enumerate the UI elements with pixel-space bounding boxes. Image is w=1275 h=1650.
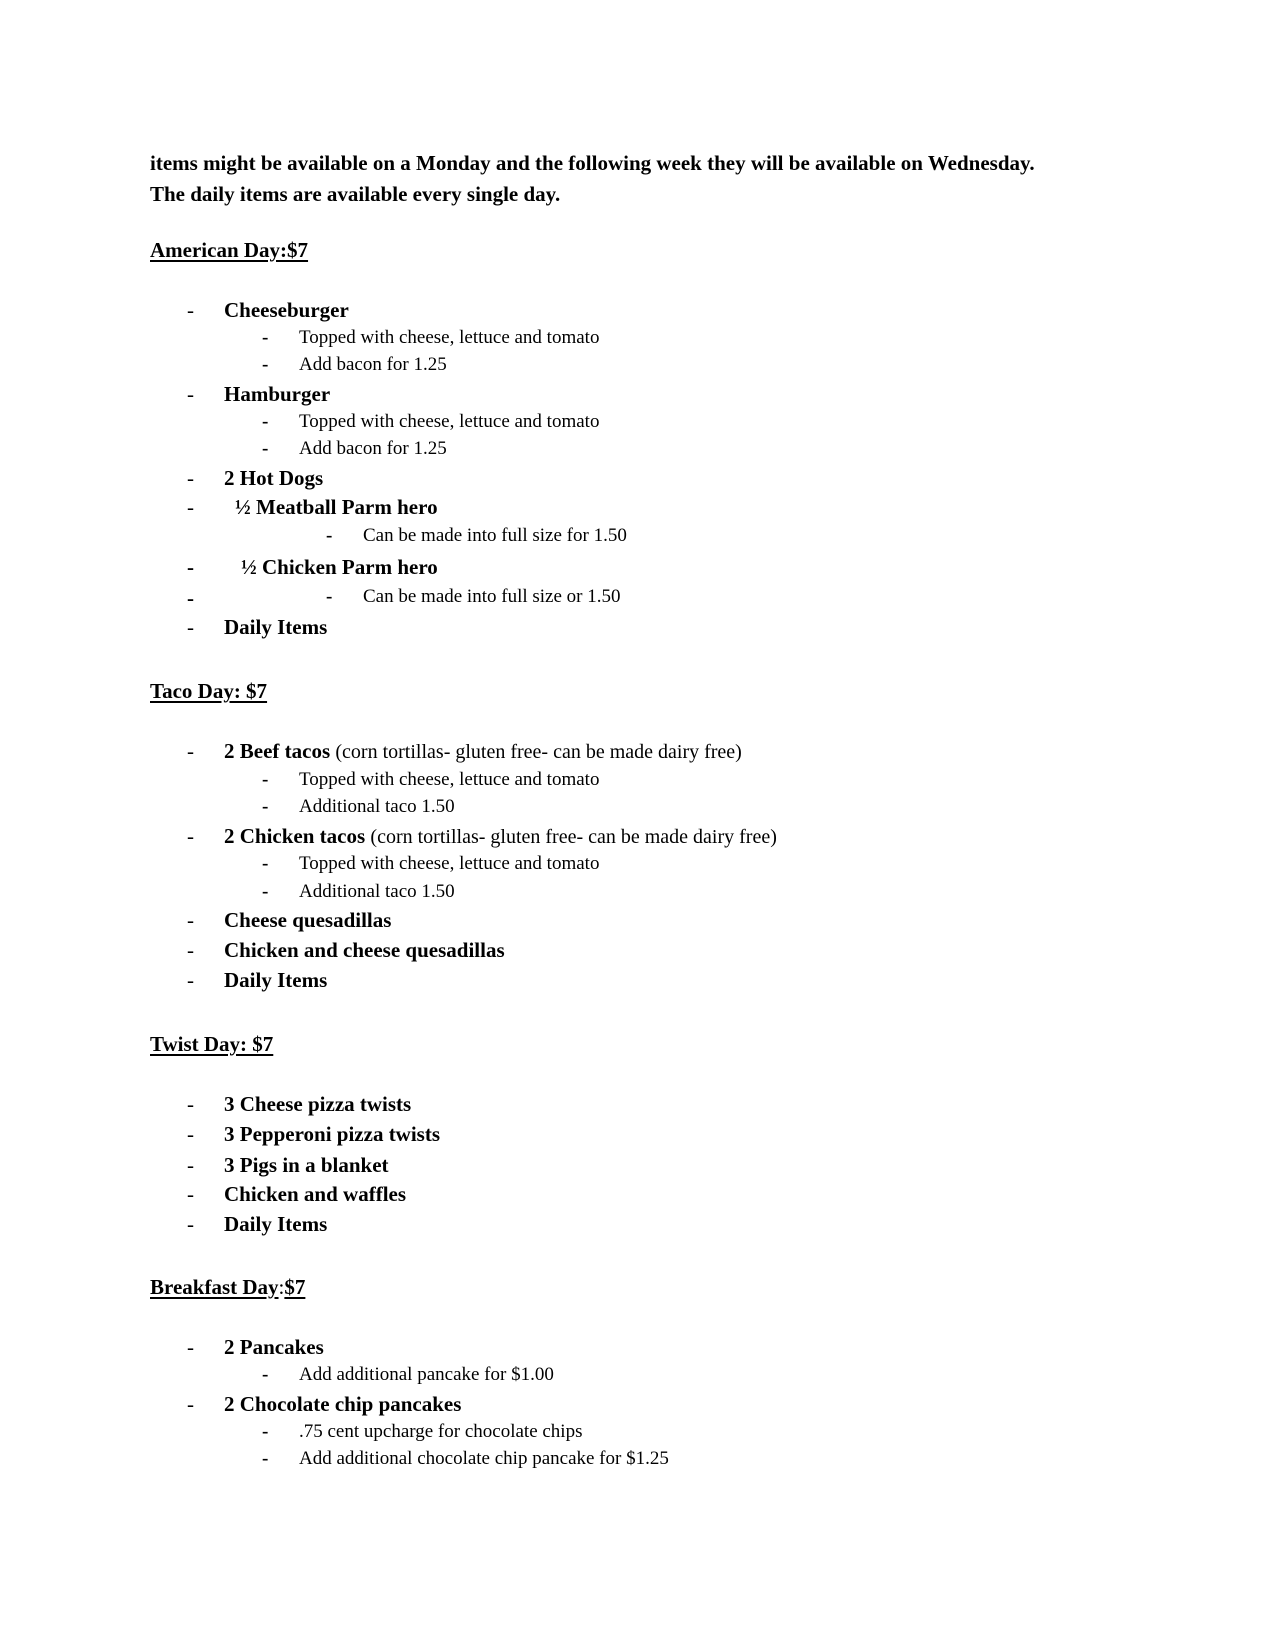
item-hot-dogs: 2 Hot Dogs	[224, 466, 324, 490]
item-chocolate-chip-pancakes: 2 Chocolate chip pancakes	[224, 1392, 462, 1416]
bullet-dash: -	[187, 1153, 194, 1177]
bullet-dash: -	[326, 525, 333, 546]
sub-item-text: Topped with cheese, lettuce and tomato	[299, 327, 600, 348]
item-cheese-quesadillas: Cheese quesadillas	[224, 908, 392, 932]
bullet-dash: -	[187, 495, 194, 519]
bullet-dash: -	[187, 298, 194, 322]
item-meatball-parm: ½ Meatball Parm hero	[235, 495, 438, 519]
bullet-dash: -	[262, 1364, 269, 1385]
bullet-dash: -	[187, 1212, 194, 1236]
intro-paragraph	[150, 148, 1150, 210]
item-chicken-parm: ½ Chicken Parm hero	[241, 555, 438, 579]
item-daily-items: Daily Items	[224, 1212, 328, 1236]
section-heading-twist: Twist Day: $7	[150, 1032, 274, 1056]
bullet-dash: -	[262, 327, 269, 348]
bullet-dash: -	[262, 769, 269, 790]
intro-line-1: items might be available on a Monday and the following week they will be available on Wednesday.	[150, 151, 1035, 175]
sub-item-text: Topped with cheese, lettuce and tomato	[299, 853, 600, 874]
bullet-dash: -	[187, 1182, 194, 1206]
bullet-dash: -	[187, 1392, 194, 1416]
intro-line-2: The daily items are available every single day.	[150, 182, 561, 206]
item-cheeseburger: Cheeseburger	[224, 298, 349, 322]
item-pancakes: 2 Pancakes	[224, 1335, 324, 1359]
bullet-dash: -	[262, 853, 269, 874]
sub-item-text: Can be made into full size or 1.50	[363, 586, 621, 607]
bullet-dash: -	[187, 824, 194, 848]
sub-item-text: Add additional pancake for $1.00	[299, 1364, 554, 1385]
sub-item-text: Additional taco 1.50	[299, 796, 455, 817]
sub-item-text: .75 cent upcharge for chocolate chips	[299, 1421, 583, 1442]
sub-item-text: Add bacon for 1.25	[299, 354, 447, 375]
bullet-dash: -	[187, 908, 194, 932]
sub-item-text: Topped with cheese, lettuce and tomato	[299, 769, 600, 790]
item-chicken-waffles: Chicken and waffles	[224, 1182, 407, 1206]
bullet-dash: -	[262, 438, 269, 459]
sub-item-text: Add bacon for 1.25	[299, 438, 447, 459]
bullet-dash: -	[187, 938, 194, 962]
item-daily-items: Daily Items	[224, 968, 328, 992]
bullet-dash: -	[262, 354, 269, 375]
sub-item-text: Add additional chocolate chip pancake for $1.25	[299, 1448, 669, 1469]
section-heading-american: American Day:$7	[150, 238, 309, 262]
bullet-dash: -	[262, 796, 269, 817]
sub-item-text: Can be made into full size for 1.50	[363, 525, 627, 546]
section-heading-taco: Taco Day: $7	[150, 679, 268, 703]
section-heading-breakfast: Breakfast Day:$7	[150, 1275, 306, 1299]
bullet-dash: -	[187, 615, 194, 639]
bullet-dash: -	[262, 1448, 269, 1469]
bullet-dash: -	[187, 968, 194, 992]
sub-item-text: Additional taco 1.50	[299, 881, 455, 902]
item-note: (corn tortillas- gluten free- can be made dairy free)	[335, 741, 742, 763]
item-pigs-in-blanket: 3 Pigs in a blanket	[224, 1153, 389, 1177]
item-cheese-twists: 3 Cheese pizza twists	[224, 1092, 412, 1116]
bullet-dash: -	[187, 1122, 194, 1146]
item-beef-tacos: 2 Beef tacos (corn tortillas- gluten free- can be made dairy free)	[224, 739, 742, 763]
bullet-dash: -	[187, 1092, 194, 1116]
bullet-dash: -	[187, 586, 194, 610]
item-pepperoni-twists: 3 Pepperoni pizza twists	[224, 1122, 441, 1146]
bullet-dash: -	[262, 881, 269, 902]
bullet-dash: -	[187, 466, 194, 490]
sub-item-text: Topped with cheese, lettuce and tomato	[299, 411, 600, 432]
item-chicken-quesadillas: Chicken and cheese quesadillas	[224, 938, 505, 962]
bullet-dash: -	[262, 1421, 269, 1442]
bullet-dash: -	[326, 586, 333, 607]
bullet-dash: -	[187, 555, 194, 579]
item-daily-items: Daily Items	[224, 615, 328, 639]
item-hamburger: Hamburger	[224, 382, 331, 406]
bullet-dash: -	[187, 739, 194, 763]
item-chicken-tacos: 2 Chicken tacos (corn tortillas- gluten free- can be made dairy free)	[224, 824, 777, 848]
bullet-dash: -	[187, 1335, 194, 1359]
item-note: (corn tortillas- gluten free- can be made dairy free)	[370, 826, 777, 848]
bullet-dash: -	[262, 411, 269, 432]
bullet-dash: -	[187, 382, 194, 406]
